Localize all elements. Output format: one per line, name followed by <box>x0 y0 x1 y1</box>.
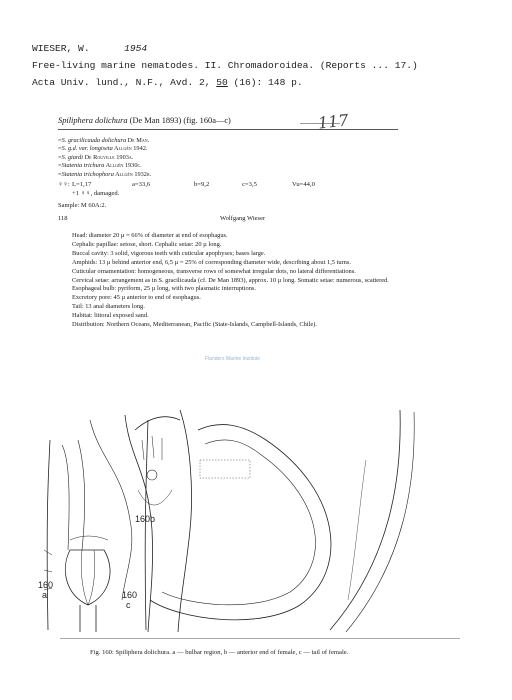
figure-part-a-bulbar-region <box>44 420 148 632</box>
description-paragraph: Distribution: Northern Oceans, Mediterranean, Pacific (State-Islands, Campbell-Islands, Chile). <box>72 321 317 329</box>
description-paragraph: Excretory pore: 45 µ anterior to end of esophagus. <box>72 294 201 302</box>
synonym-list <box>58 137 151 179</box>
description-paragraph: Amphids: 13 µ behind anterior end, 6,5 µ = 25% of corresponding diameter wide, describing about 1,5 turns. <box>72 258 351 266</box>
measure-vu: Vu=44,0 <box>292 181 315 188</box>
figure-part-c-tail <box>150 410 414 632</box>
figure-label-a-letter: a <box>42 590 48 600</box>
species-authority: (De Man 1893) (fig. 160a—c) <box>127 116 231 125</box>
synonym-item: =S. g.d. var. longiseta Allgén 1942. <box>58 145 148 153</box>
description-paragraph: Tail: 13 anal diameters long. <box>72 303 145 311</box>
handwritten-number: 117 <box>317 110 350 133</box>
description-paragraph: Head: diameter 20 µ = 66% of diameter at end of esophagus. <box>72 232 228 239</box>
figure-label-c-number: 160 <box>122 590 138 600</box>
sample-label: Sample: M 60A:2. <box>58 202 107 209</box>
description-paragraph: Habitat: littoral exposed sand. <box>72 312 149 320</box>
species-title <box>58 116 231 125</box>
measurements <box>58 181 418 198</box>
synonym-item: =Statenia trichura Allgén 1930c. <box>58 162 142 170</box>
measure-b: b=9,2 <box>194 181 210 188</box>
reference-pages: (16): 148 p. <box>227 77 303 88</box>
reference-title: Free-living marine nematodes. II. Chromadoroidea. (Reports ... 17.) <box>32 60 418 71</box>
measure-L: L=1,17 <box>72 181 92 188</box>
measure-sex: ♀♀: <box>58 181 70 188</box>
page-number: 118 <box>58 215 68 222</box>
description-text <box>72 232 432 330</box>
species-name: Spiliphera dolichura <box>58 116 128 125</box>
reference-author: WIESER, W. <box>32 43 90 54</box>
description-paragraph: Esophageal bulb: pyriform, 25 µ long, with two plasmatic interruptions. <box>72 285 257 293</box>
figure-caption: Fig. 160: Spiliphera dolichura. a — bulbar region, b — anterior end of female, c — tail of female. <box>90 649 349 656</box>
description-paragraph: Buccal cavity: 3 solid, vigorous teeth with cuticular apophyses; bases large. <box>72 249 266 257</box>
figure-label-a-number: 160 <box>38 580 54 590</box>
reference-year: 1954 <box>124 43 148 54</box>
watermark-text: Flanders Marine Institute <box>205 356 261 362</box>
measure-a: a=33,6 <box>132 181 151 188</box>
figure-label-b: 160b <box>135 514 156 524</box>
synonym-item: =S. gracilicauda dolichura De Man. <box>58 137 150 144</box>
description-paragraph: Cervical setae: arrangement as in S. gracilicauda (cf. De Man 1893), approx. 10 µ long. Somatic setae: numerous, scattered. <box>72 276 389 284</box>
reference-volume: 50 <box>216 77 228 88</box>
reference-block <box>32 40 418 91</box>
description-paragraph: Cephalic papillae: setose, short. Cephalic setae: 20 µ long. <box>72 240 222 248</box>
figure-label-c-letter: c <box>126 600 131 610</box>
running-head: Wolfgang Wieser <box>220 215 266 222</box>
reference-journal: Acta Univ. lund., N.F., Avd. 2, <box>32 77 217 88</box>
measure-c: c=3,5 <box>242 181 257 188</box>
title-rule <box>58 129 398 130</box>
synonym-item: =S. giardi De Rouville 1903a. <box>58 153 134 161</box>
caption-rule <box>60 638 460 639</box>
figure-160-drawing <box>30 400 470 632</box>
description-paragraph: Cuticular ornamentation: homogeneous, transverse rows of somewhat irregular dots, no lateral differentiations. <box>72 267 356 275</box>
synonym-item: =Statenia trichophora Allgén 1932b. <box>58 170 152 178</box>
measure-note: +1 ♀♀, damaged. <box>72 189 120 197</box>
